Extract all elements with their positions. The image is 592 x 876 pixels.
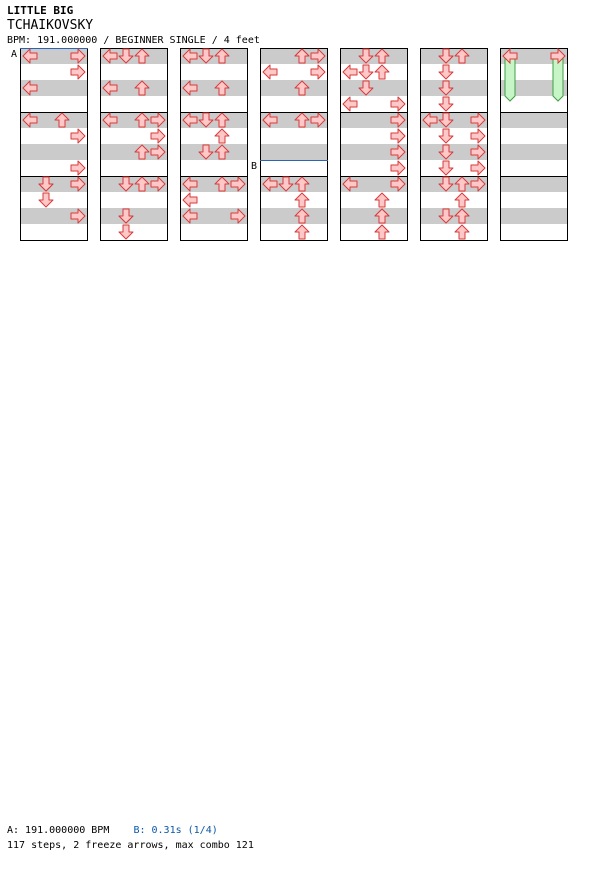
chart-column	[420, 48, 488, 241]
chart-info: BPM: 191.000000 / BEGINNER SINGLE / 4 feet	[7, 35, 260, 46]
beat-stripe	[420, 48, 488, 64]
bpm-marker-legend: A: 191.000000 BPM	[7, 825, 110, 836]
beat-stripe	[100, 208, 168, 224]
song-title: TCHAIKOVSKY	[7, 18, 94, 33]
beat-stripe	[340, 208, 408, 224]
beat-stripe	[340, 48, 408, 64]
chart-stats: 117 steps, 2 freeze arrows, max combo 121	[7, 840, 254, 851]
freeze-arrow-icon	[551, 49, 565, 101]
beat-stripe	[260, 80, 328, 96]
timing-marker-label: B	[251, 161, 258, 172]
beat-stripe	[340, 80, 408, 96]
chart-column	[100, 48, 168, 241]
song-artist: LITTLE BIG	[7, 4, 74, 17]
beat-stripe	[500, 144, 568, 160]
beat-stripe	[500, 112, 568, 128]
beat-stripe	[420, 80, 488, 96]
beat-stripe	[20, 144, 88, 160]
legend	[7, 825, 218, 836]
beat-stripe	[500, 176, 568, 192]
stop-marker-legend: B: 0.31s (1/4)	[133, 825, 218, 836]
beat-stripe	[420, 208, 488, 224]
beat-stripe	[260, 208, 328, 224]
freeze-arrow-icon	[503, 49, 517, 101]
beat-stripe	[180, 144, 248, 160]
timing-marker-label: A	[11, 49, 18, 60]
beat-stripe	[500, 208, 568, 224]
beat-stripe	[260, 144, 328, 160]
